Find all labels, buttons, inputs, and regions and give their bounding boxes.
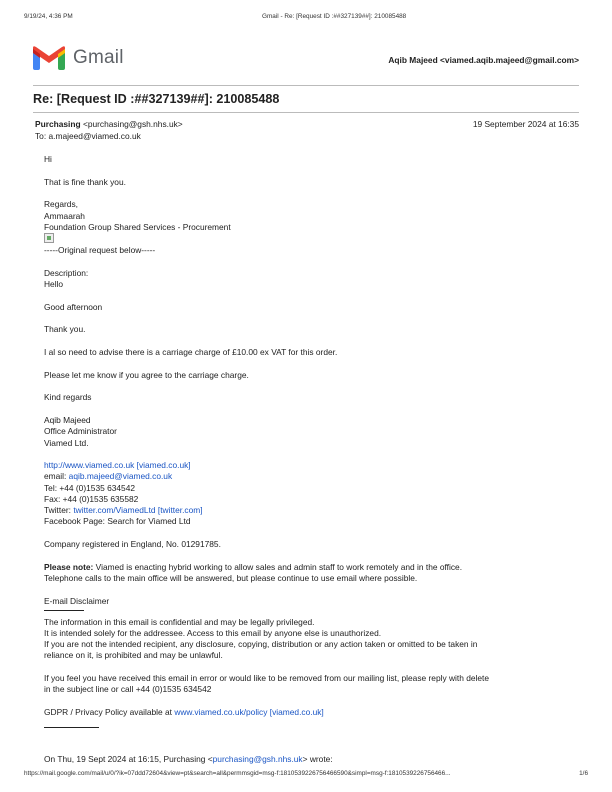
subject-divider	[33, 112, 579, 113]
disclaimer-line-3: If you are not the intended recipient, any disclosure, copying, distribution or any action taken or omitted to be taken in	[44, 639, 478, 650]
broken-image-icon	[44, 233, 54, 243]
description-text: Hello	[44, 278, 64, 289]
disclaimer-line-1: The information in this email is confidential and may be legally privileged.	[44, 616, 315, 627]
signature-title: Office Administrator	[44, 426, 117, 437]
gmail-logo[interactable]	[32, 44, 124, 72]
good-afternoon: Good afternoon	[44, 301, 103, 312]
original-request-divider: -----Original request below-----	[44, 245, 156, 256]
signature-company: Viamed Ltd.	[44, 437, 89, 448]
disclaimer-title: E-mail Disclaimer	[44, 595, 110, 606]
gmail-wordmark: Gmail	[73, 47, 124, 68]
sender-signature-name: Ammaarah	[44, 210, 85, 221]
twitter-link[interactable]: twitter.com/ViamedLtd [twitter.com]	[73, 505, 203, 516]
message-body	[44, 154, 574, 718]
gdpr-link[interactable]: www.viamed.co.uk/policy [viamed.co.uk]	[174, 707, 324, 717]
thank-you: Thank you.	[44, 324, 86, 335]
print-title: Gmail - Re: [Request ID :##327139##]: 210085488	[262, 13, 407, 20]
email-label: email:	[44, 471, 67, 482]
kind-regards: Kind regards	[44, 392, 92, 403]
quote-intro-prefix: On Thu, 19 Sept 2024 at 16:15, Purchasing <	[44, 754, 213, 764]
regards: Regards,	[44, 199, 78, 210]
agree-request: Please let me know if you agree to the carriage charge.	[44, 369, 249, 380]
please-note-line-1: Viamed is enacting hybrid working to allow sales and admin staff to work remotely and in the office.	[93, 561, 463, 572]
carriage-notice: I al so need to advise there is a carriage charge of £10.00 ex VAT for this order.	[44, 347, 338, 358]
signature-tel: Tel: +44 (0)1535 634542	[44, 482, 136, 493]
twitter-label: Twitter:	[44, 505, 71, 516]
sender-email: <purchasing@gsh.nhs.uk>	[82, 119, 183, 129]
signature-name: Aqib Majeed	[44, 415, 91, 426]
description-label: Description:	[44, 267, 89, 278]
please-note-label: Please note:	[44, 561, 94, 572]
quote-intro-email-link[interactable]: purchasing@gsh.nhs.uk	[212, 754, 303, 764]
message-date: 19 September 2024 at 16:35	[472, 119, 579, 129]
gmail-m-icon	[32, 45, 66, 71]
sender-signature-org: Foundation Group Shared Services - Procurement	[44, 221, 231, 232]
removal-line-1: If you feel you have received this email in error or would like to be removed from our mailing list, please reply with delete	[44, 673, 490, 684]
disclaimer-line-2: It is intended solely for the addressee. Access to this email by anyone else is unauthorized.	[44, 627, 382, 638]
gdpr-label: GDPR / Privacy Policy available at	[44, 707, 175, 717]
greeting: Hi	[44, 154, 52, 164]
signature-fax: Fax: +44 (0)1535 635582	[44, 493, 139, 504]
disclaimer-rule	[44, 610, 84, 611]
email-subject: Re: [Request ID :##327139##]: 210085488	[33, 92, 280, 106]
print-url: https://mail.google.com/mail/u/0/?ik=07ddd72604&view=pt&search=all&permmsgid=msg-f:1810539226756466590&simpl=msg-f:1810539226756466...	[24, 770, 451, 777]
recipient: To: a.majeed@viamed.co.uk	[35, 131, 141, 141]
facebook-text: Facebook Page: Search for Viamed Ltd	[44, 516, 191, 527]
company-registration: Company registered in England, No. 01291785.	[44, 538, 221, 549]
removal-line-2: in the subject line or call +44 (0)1535 634542	[44, 684, 212, 695]
quote-divider	[44, 727, 99, 728]
please-note-line-2: Telephone calls to the main office will be answered, but please continue to use email where possible.	[44, 572, 418, 583]
disclaimer-line-4: reliance on it, is prohibited and may be unlawful.	[44, 650, 223, 661]
print-datetime: 9/19/24, 4:36 PM	[24, 13, 73, 20]
account-address: Aqib Majeed <viamed.aqib.majeed@gmail.com>	[388, 55, 579, 65]
signature-email-link[interactable]: aqib.majeed@viamed.co.uk	[68, 471, 173, 482]
sender	[35, 119, 183, 129]
header-divider	[33, 85, 579, 86]
page-number: 1/6	[579, 770, 588, 777]
quote-intro-suffix: > wrote:	[302, 754, 333, 764]
sender-name: Purchasing	[35, 119, 81, 129]
quote-intro	[44, 754, 333, 764]
website-link[interactable]: http://www.viamed.co.uk [viamed.co.uk]	[44, 460, 191, 471]
reply-text: That is fine thank you.	[44, 176, 126, 187]
